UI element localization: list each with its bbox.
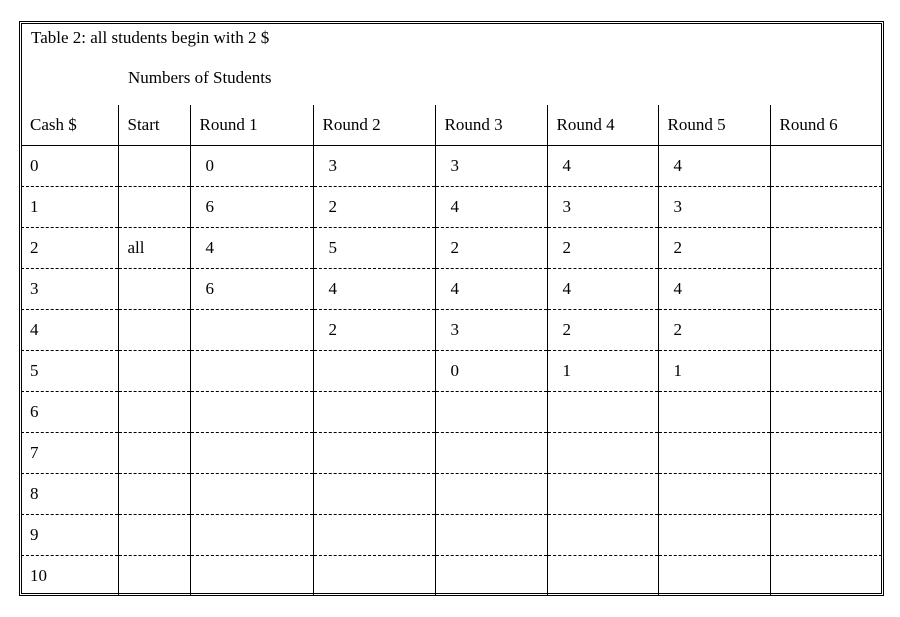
cell-cash: 2 [21, 228, 118, 269]
header-cash: Cash $ [21, 105, 118, 146]
cell-round-6 [770, 556, 882, 597]
cell-round-1: 6 [190, 187, 313, 228]
header-start: Start [118, 105, 190, 146]
table-row [21, 515, 882, 556]
cell-round-1 [190, 556, 313, 597]
table-row [21, 228, 882, 269]
cell-round-4 [547, 433, 658, 474]
cell-round-3 [435, 433, 547, 474]
header-round-6: Round 6 [770, 105, 882, 146]
table-row [21, 187, 882, 228]
cell-start [118, 146, 190, 187]
cell-start [118, 515, 190, 556]
cell-cash: 7 [21, 433, 118, 474]
cell-round-5: 4 [658, 146, 770, 187]
cell-round-6 [770, 269, 882, 310]
cell-cash: 8 [21, 474, 118, 515]
cell-round-1 [190, 351, 313, 392]
cell-cash: 9 [21, 515, 118, 556]
cell-round-5: 2 [658, 228, 770, 269]
table-subcaption: Numbers of Students [128, 68, 272, 87]
cell-round-2: 2 [313, 310, 435, 351]
table-row [21, 392, 882, 433]
cell-round-6 [770, 433, 882, 474]
cell-start [118, 433, 190, 474]
cell-round-4: 4 [547, 146, 658, 187]
cell-round-4: 2 [547, 228, 658, 269]
table-row [21, 146, 882, 187]
cell-round-2 [313, 351, 435, 392]
cell-round-3: 3 [435, 146, 547, 187]
cell-start [118, 351, 190, 392]
cell-round-5: 4 [658, 269, 770, 310]
cell-cash: 1 [21, 187, 118, 228]
cell-start [118, 310, 190, 351]
cell-round-3 [435, 556, 547, 597]
cell-round-2 [313, 433, 435, 474]
table-caption: Table 2: all students begin with 2 $ [31, 28, 270, 47]
cell-round-6 [770, 392, 882, 433]
cell-round-5: 3 [658, 187, 770, 228]
cell-round-6 [770, 187, 882, 228]
header-round-3: Round 3 [435, 105, 547, 146]
cell-round-2: 5 [313, 228, 435, 269]
cell-round-3: 3 [435, 310, 547, 351]
header-round-5: Round 5 [658, 105, 770, 146]
table-row [21, 474, 882, 515]
cell-round-4: 3 [547, 187, 658, 228]
cell-cash: 0 [21, 146, 118, 187]
cell-round-3 [435, 515, 547, 556]
cell-round-2 [313, 515, 435, 556]
cell-round-4 [547, 556, 658, 597]
cell-round-3: 0 [435, 351, 547, 392]
cell-start [118, 269, 190, 310]
table-row [21, 433, 882, 474]
header-round-2: Round 2 [313, 105, 435, 146]
cell-round-5 [658, 556, 770, 597]
cell-cash: 4 [21, 310, 118, 351]
students-cash-table [21, 105, 882, 596]
cell-round-1: 0 [190, 146, 313, 187]
cell-round-4 [547, 392, 658, 433]
cell-round-5: 1 [658, 351, 770, 392]
cell-round-6 [770, 515, 882, 556]
cell-start [118, 187, 190, 228]
cell-round-2 [313, 392, 435, 433]
header-round-4: Round 4 [547, 105, 658, 146]
cell-round-2: 3 [313, 146, 435, 187]
cell-round-5: 2 [658, 310, 770, 351]
cell-round-6 [770, 228, 882, 269]
cell-round-1 [190, 310, 313, 351]
cell-round-5 [658, 474, 770, 515]
cell-round-2: 2 [313, 187, 435, 228]
cell-round-3: 2 [435, 228, 547, 269]
cell-round-5 [658, 392, 770, 433]
cell-round-2 [313, 556, 435, 597]
cell-round-1 [190, 515, 313, 556]
cell-start [118, 392, 190, 433]
cell-round-6 [770, 146, 882, 187]
header-round-1: Round 1 [190, 105, 313, 146]
cell-round-5 [658, 515, 770, 556]
cell-round-4: 1 [547, 351, 658, 392]
table-body [21, 146, 882, 597]
cell-cash: 5 [21, 351, 118, 392]
cell-round-6 [770, 474, 882, 515]
cell-round-6 [770, 351, 882, 392]
cell-round-1: 4 [190, 228, 313, 269]
cell-round-3 [435, 392, 547, 433]
cell-round-4 [547, 515, 658, 556]
cell-round-3: 4 [435, 269, 547, 310]
cell-round-4 [547, 474, 658, 515]
cell-round-2 [313, 474, 435, 515]
cell-cash: 10 [30, 566, 47, 585]
cell-start [118, 474, 190, 515]
cell-round-4: 4 [547, 269, 658, 310]
cell-round-3 [435, 474, 547, 515]
cell-round-1: 6 [190, 269, 313, 310]
cell-round-5 [658, 433, 770, 474]
cell-round-3: 4 [435, 187, 547, 228]
cell-round-1 [190, 433, 313, 474]
table-row [21, 269, 882, 310]
cell-round-2: 4 [313, 269, 435, 310]
cell-round-1 [190, 392, 313, 433]
cell-start [118, 556, 190, 597]
cell-cash: 3 [21, 269, 118, 310]
cell-round-1 [190, 474, 313, 515]
cell-cash: 6 [21, 392, 118, 433]
cell-round-4: 2 [547, 310, 658, 351]
cell-start: all [118, 228, 190, 269]
table-header-row [21, 105, 882, 146]
table-row [21, 556, 882, 597]
cell-round-6 [770, 310, 882, 351]
table-row [21, 310, 882, 351]
table-row [21, 351, 882, 392]
